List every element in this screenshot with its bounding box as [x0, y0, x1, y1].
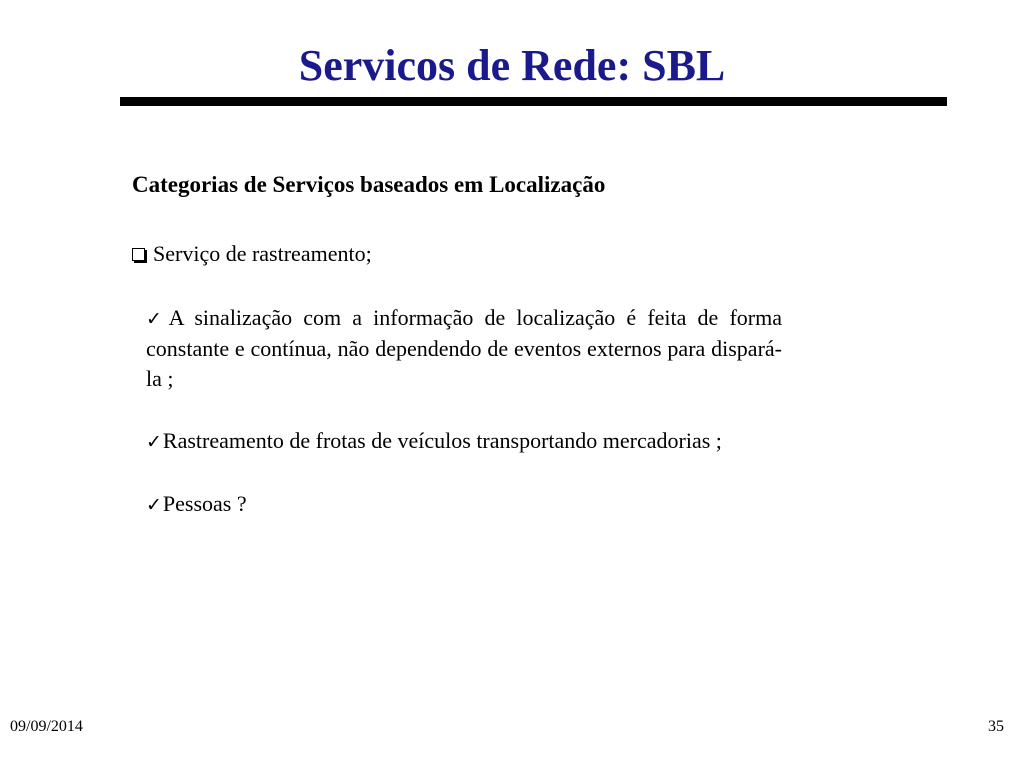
sub-bullet-item [146, 426, 782, 457]
page-number: 35 [988, 718, 1004, 735]
sub-bullet-text: Pessoas ? [162, 491, 247, 516]
checkmark-icon: ✓ [146, 494, 162, 516]
title-underline [120, 97, 947, 106]
checkbox-square-icon [132, 248, 145, 261]
slide-title: Servicos de Rede: SBL [298, 41, 726, 90]
checkmark-icon: ✓ [146, 431, 162, 453]
checkmark-icon: ✓ [146, 308, 168, 330]
bullet-item [132, 239, 372, 269]
sub-bullet-text: A sinalização com a informação de localização é feita de forma constante e contínua, não dependendo de eventos externos para dispará-la ; [146, 305, 782, 391]
section-heading: Categorias de Serviços baseados em Localização [132, 172, 606, 197]
bullet-text: Serviço de rastreamento; [153, 241, 372, 266]
sub-bullet-item [146, 489, 782, 520]
sub-bullet-item [146, 303, 782, 394]
sub-bullet-list [146, 303, 782, 552]
footer-date: 09/09/2014 [10, 718, 83, 735]
sub-bullet-text: Rastreamento de frotas de veículos transportando mercadorias ; [162, 428, 722, 453]
